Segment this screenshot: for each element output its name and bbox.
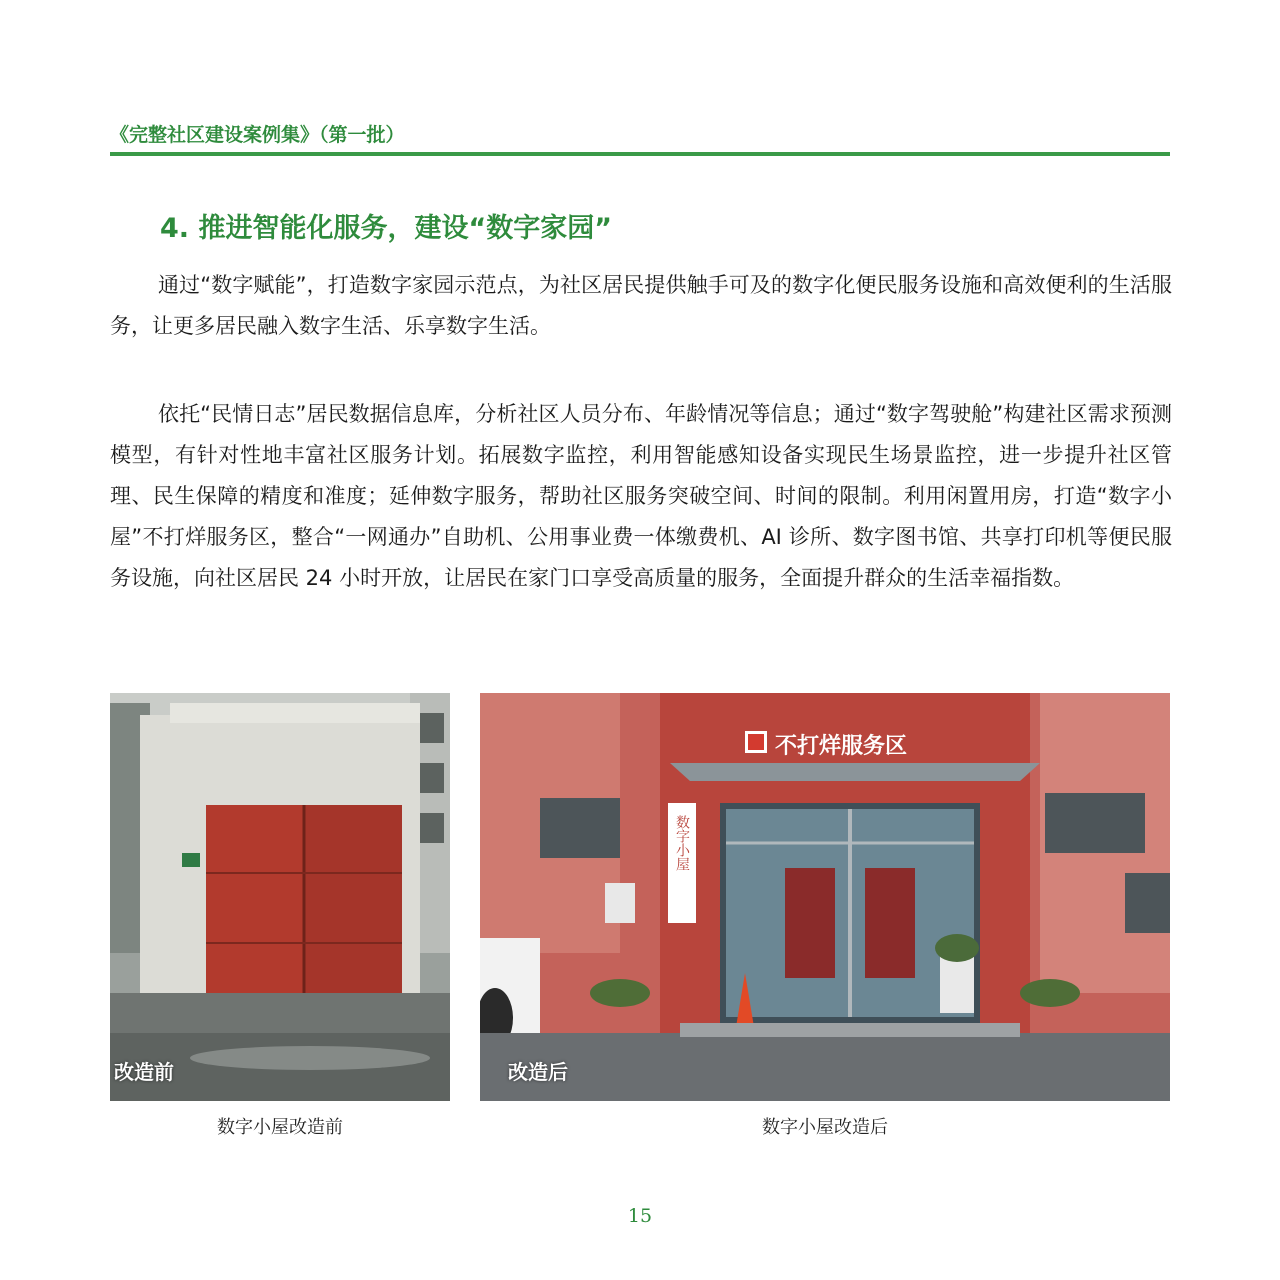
section-title: 4. 推进智能化服务，建设“数字家园” (160, 213, 612, 244)
storefront-sign: 不打烊服务区 (775, 734, 908, 759)
photo-label-after: 改造后 (508, 1060, 568, 1084)
before-photo-illustration (110, 693, 450, 1101)
caption-after: 数字小屋改造后 (762, 1117, 888, 1138)
page-number: 15 (627, 1205, 653, 1227)
after-photo-illustration (480, 693, 1170, 1101)
caption-before: 数字小屋改造前 (217, 1117, 343, 1138)
photo-after-renovation (480, 693, 1170, 1101)
photo-before-renovation (110, 693, 450, 1101)
photo-label-before: 改造前 (114, 1060, 174, 1084)
body-paragraph-2: 依托“民情日志”居民数据信息库，分析社区人员分布、年龄情况等信息；通过“数字驾驶舱”构建社区需求预测模型，有针对性地丰富社区服务计划。拓展数字监控，利用智能感知设备实现民生场景监控，进一步提升社区管理、民生保障的精度和准度；延伸数字服务，帮助社区服务突破空间、时间的限制。利用闲置用房，打造“数字小屋”不打烊服务区，整合“一网通办”自助机、公用事业费一体缴费机、AI 诊所、数字图书馆、共享打印机等便民服务设施，向社区居民 24 小时开放，让居民在家门口享受高质量的服务，全面提升群众的生活幸福指数。 (110, 402, 1172, 590)
body-paragraph-1: 通过“数字赋能”，打造数字家园示范点，为社区居民提供触手可及的数字化便民服务设施和高效便利的生活服务，让更多居民融入数字生活、乐享数字生活。 (110, 273, 1172, 338)
header-divider (110, 152, 1170, 156)
side-sign: 数字小屋 (674, 815, 690, 871)
running-header: 《完整社区建设案例集》（第一批） (110, 124, 405, 146)
